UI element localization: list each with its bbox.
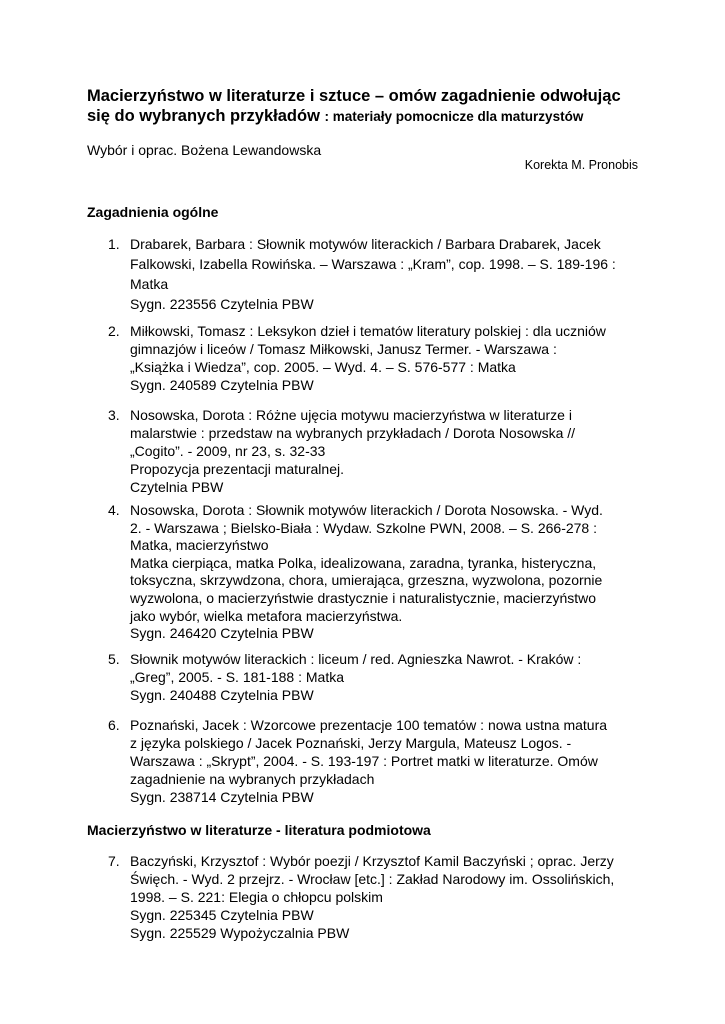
entry-line: wyzwolona, o macierzyństwie drastycznie i naturalistycznie, macierzyństwo — [130, 589, 597, 606]
entry-line: Poznański, Jacek : Wzorcowe prezentacje 100 tematów : nowa ustna matura — [130, 717, 608, 733]
entry-number: 2. — [108, 323, 120, 339]
bibliography-entry — [108, 502, 648, 643]
document-title — [87, 86, 657, 127]
entry-line: Nosowska, Dorota : Słownik motywów literackich / Dorota Nosowska. - Wyd. — [130, 502, 603, 518]
title-line-1: Macierzyństwo w literaturze i sztuce – omów zagadnienie odwołując — [87, 87, 621, 105]
entry-line: „Greg”, 2005. - S. 181-188 : Matka — [130, 669, 344, 685]
entry-line: „Książka i Wiedza”, cop. 2005. – Wyd. 4. – S. 576-577 : Matka — [130, 359, 516, 375]
entry-line: Sygn. 240589 Czytelnia PBW — [130, 377, 314, 393]
entry-line: Czytelnia PBW — [130, 479, 224, 495]
entry-line: Sygn. 240488 Czytelnia PBW — [130, 687, 314, 703]
entry-number: 1. — [108, 236, 120, 252]
entry-line: 2. - Warszawa ; Bielsko-Biała : Wydaw. Szkolne PWN, 2008. – S. 266-278 : — [130, 519, 597, 536]
entry-line: Sygn. 238714 Czytelnia PBW — [130, 789, 314, 805]
bibliography-entry — [108, 234, 648, 314]
bibliography-entry — [108, 716, 648, 806]
entry-line: Matka, macierzyństwo — [130, 537, 269, 554]
bibliography-entry — [108, 322, 648, 394]
entry-line: Sygn. 246420 Czytelnia PBW — [130, 625, 314, 642]
entry-line: malarstwie : przedstaw na wybranych przykładach / Dorota Nosowska // — [130, 425, 576, 441]
entry-line: jako wybór, wielka metafora macierzyństwa. — [130, 607, 403, 624]
author-credit: Wybór i oprac. Bożena Lewandowska — [87, 142, 322, 158]
entry-number: 7. — [108, 853, 120, 869]
bibliography-entry — [108, 852, 648, 942]
entry-line: Propozycja prezentacji maturalnej. — [130, 461, 344, 477]
entry-line: Nosowska, Dorota : Różne ujęcia motywu macierzyństwa w literaturze i — [130, 407, 572, 423]
entry-line: 1998. – S. 221: Elegia o chłopcu polskim — [130, 889, 383, 905]
entry-line: z języka polskiego / Jacek Poznański, Jerzy Margula, Mateusz Logos. - — [130, 735, 572, 751]
entry-line: Sygn. 225529 Wypożyczalnia PBW — [130, 925, 350, 941]
document-subtitle: : materiały pomocnicze dla maturzystów — [324, 109, 584, 124]
entry-line: Święch. - Wyd. 2 przejrz. - Wrocław [etc.] : Zakład Narodowy im. Ossolińskich, — [130, 871, 615, 887]
entry-line: Sygn. 223556 Czytelnia PBW — [130, 296, 314, 312]
entry-body — [130, 234, 648, 314]
bibliography-entry — [108, 650, 648, 704]
entry-line: Drabarek, Barbara : Słownik motywów literackich / Barbara Drabarek, Jacek — [130, 236, 601, 252]
entry-line: Baczyński, Krzysztof : Wybór poezji / Krzysztof Kamil Baczyński ; oprac. Jerzy — [130, 853, 614, 869]
entry-line: Falkowski, Izabella Rowińska. – Warszawa : „Kram”, cop. 1998. – S. 189-196 : — [130, 256, 616, 272]
section-heading-literature: Macierzyństwo w literaturze - literatura podmiotowa — [87, 822, 431, 838]
section-heading-general: Zagadnienia ogólne — [87, 204, 219, 220]
entry-line: toksyczna, skrzywdzona, chora, umierająca, grzeszna, wyzwolona, pozornie — [130, 572, 603, 589]
entry-number: 6. — [108, 717, 120, 733]
entry-line: gimnazjów i liceów / Tomasz Miłkowski, Janusz Termer. - Warszawa : — [130, 341, 557, 357]
entry-number: 4. — [108, 502, 120, 518]
entry-line: Warszawa : „Skrypt”, 2004. - S. 193-197 : Portret matki w literaturze. Omów — [130, 753, 598, 769]
entry-line: Matka — [130, 276, 169, 292]
entry-line: Matka cierpiąca, matka Polka, idealizowana, zaradna, tyranka, histeryczna, — [130, 554, 597, 571]
entry-line: Miłkowski, Tomasz : Leksykon dzieł i tematów literatury polskiej : dla uczniów — [130, 323, 606, 339]
entry-line: zagadnienie na wybranych przykładach — [130, 771, 375, 787]
entry-body — [130, 502, 648, 643]
entry-body — [130, 852, 648, 942]
entry-number: 5. — [108, 651, 120, 667]
entry-line: „Cogito”. - 2009, nr 23, s. 32-33 — [130, 443, 326, 459]
entry-line: Słownik motywów literackich : liceum / red. Agnieszka Nawrot. - Kraków : — [130, 651, 582, 667]
bibliography-entry — [108, 406, 648, 496]
entry-body — [130, 650, 648, 704]
entry-line: Sygn. 225345 Czytelnia PBW — [130, 907, 314, 923]
entry-body — [130, 716, 648, 806]
title-line-2: się do wybranych przykładów — [87, 107, 320, 125]
entry-body — [130, 406, 648, 496]
entry-number: 3. — [108, 407, 120, 423]
entry-body — [130, 322, 648, 394]
correction-credit: Korekta M. Pronobis — [524, 158, 638, 172]
